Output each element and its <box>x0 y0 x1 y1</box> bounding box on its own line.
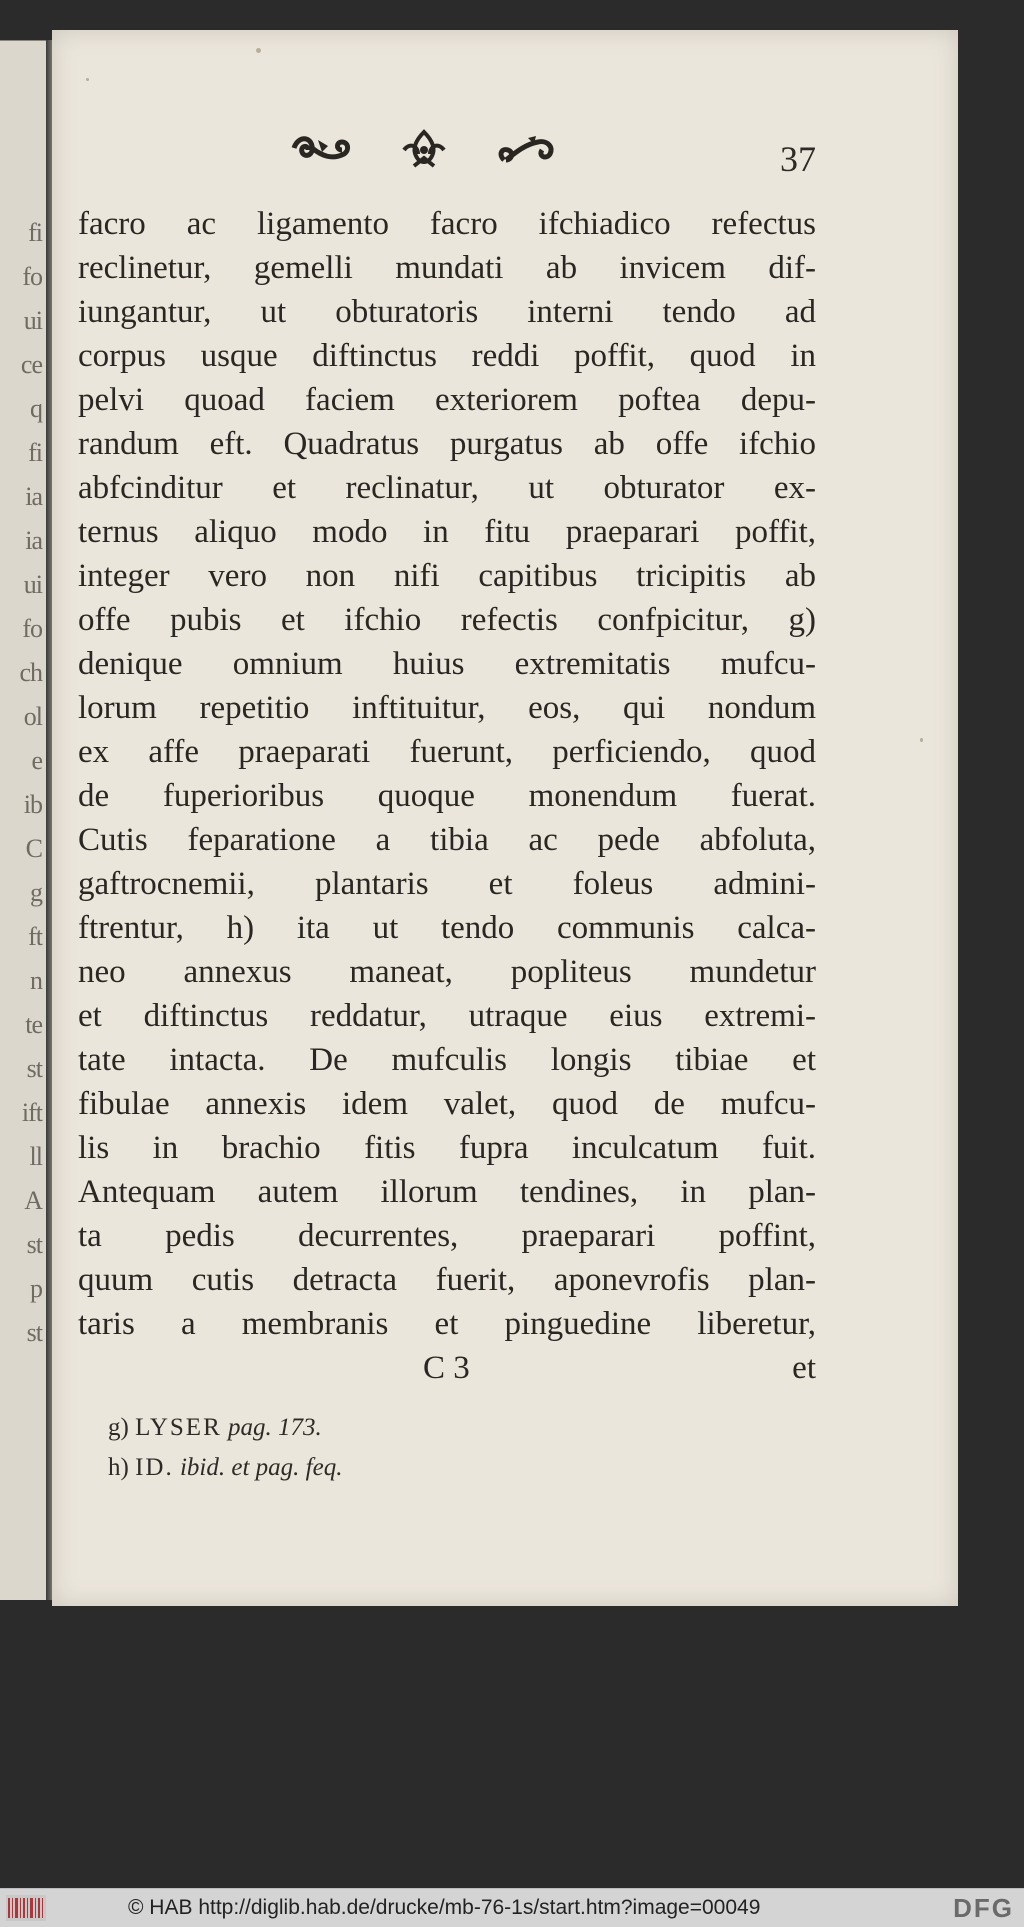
footnote-author: ID. <box>135 1454 174 1481</box>
text-line: randum eft. Quadratus purgatus ab offe ifchio <box>78 426 816 462</box>
signature-mark: C 3 <box>423 1350 470 1386</box>
text-line: gaftrocnemii, plantaris et foleus admini- <box>78 866 816 902</box>
prev-page-fragment: fi <box>28 438 42 467</box>
paper-speck <box>920 738 923 742</box>
prev-page-fragment: ib <box>23 790 42 819</box>
prev-page-fragment: st <box>26 1230 42 1259</box>
prev-page-fragment: ol <box>23 702 42 731</box>
scroll-left-icon <box>288 126 354 176</box>
text-line: corpus usque diftinctus reddi poffit, quod in <box>78 338 816 374</box>
text-line: iungantur, ut obturatoris interni tendo ad <box>78 294 816 330</box>
prev-page-fragment: e <box>31 746 42 775</box>
text-line: neo annexus maneat, popliteus mundetur <box>78 954 816 990</box>
dfg-logo: DFG <box>953 1893 1014 1923</box>
text-line: facro ac ligamento facro ifchiadico refectus <box>78 206 816 242</box>
catchword: et <box>792 1350 816 1386</box>
prev-page-fragment: q <box>30 394 42 423</box>
prev-page-fragment: te <box>25 1010 42 1039</box>
prev-page-fragment: C <box>25 834 42 863</box>
text-line: ftrentur, h) ita ut tendo communis calca- <box>78 910 816 946</box>
footnote-reference: pag. 173. <box>228 1414 322 1441</box>
prev-page-fragment: fo <box>22 262 42 291</box>
floral-center-icon <box>396 126 452 176</box>
text-line: ternus aliquo modo in fitu praeparari poffit, <box>78 514 816 550</box>
scroll-right-icon <box>494 126 560 176</box>
prev-page-fragment: ia <box>25 526 42 555</box>
text-line: abfcinditur et reclinatur, ut obturator ex- <box>78 470 816 506</box>
text-line: tate intacta. De mufculis longis tibiae et <box>78 1042 816 1078</box>
barcode-icon <box>6 1895 46 1921</box>
footnote <box>108 1408 708 1448</box>
page-edge-line <box>0 40 46 41</box>
text-line: Cutis feparatione a tibia ac pede abfoluta, <box>78 822 816 858</box>
prev-page-fragment: n <box>30 966 42 995</box>
text-line: lis in brachio fitis fupra inculcatum fuit. <box>78 1130 816 1166</box>
copyright-link[interactable]: © HAB http://diglib.hab.de/drucke/mb-76-1s/start.htm?image=00049 <box>128 1896 761 1919</box>
page-header <box>52 126 958 196</box>
prev-page-fragment: st <box>26 1054 42 1083</box>
text-line: ta pedis decurrentes, praeparari poffint, <box>78 1218 816 1254</box>
text-line: pelvi quoad faciem exteriorem poftea depu- <box>78 382 816 418</box>
footnote-mark: g) <box>108 1414 129 1441</box>
prev-page-fragment: ia <box>25 482 42 511</box>
prev-page-fragment: g <box>30 878 42 907</box>
text-line: lorum repetitio inftituitur, eos, qui nondum <box>78 690 816 726</box>
text-line: ex affe praeparati fuerunt, perficiendo, quod <box>78 734 816 770</box>
footnote-author: LYSER <box>135 1414 222 1441</box>
paper-speck <box>256 48 261 53</box>
text-line: de fuperioribus quoque monendum fuerat. <box>78 778 816 814</box>
text-line: Antequam autem illorum tendines, in plan- <box>78 1174 816 1210</box>
text-line: taris a membranis et pinguedine liberetur, <box>78 1306 816 1342</box>
text-line: quum cutis detracta fuerit, aponevrofis plan- <box>78 1262 816 1298</box>
prev-page-fragment: ll <box>29 1142 42 1171</box>
body-text <box>78 202 816 1346</box>
prev-page-fragment: ft <box>28 922 42 951</box>
text-line: et diftinctus reddatur, utraque eius extremi- <box>78 998 816 1034</box>
prev-page-fragment: ift <box>21 1098 42 1127</box>
page-number: 37 <box>780 139 816 179</box>
viewer-footer-bar <box>0 1888 1024 1927</box>
footnotes <box>108 1408 708 1488</box>
prev-page-fragment: ch <box>19 658 42 687</box>
text-line: denique omnium huius extremitatis mufcu- <box>78 646 816 682</box>
footnote-mark: h) <box>108 1454 129 1481</box>
prev-page-fragment: p <box>30 1274 42 1303</box>
footnote <box>108 1448 708 1488</box>
text-line: offe pubis et ifchio refectis confpicitur, g) <box>78 602 816 638</box>
prev-page-fragment: A <box>24 1186 42 1215</box>
catchline <box>78 1350 816 1400</box>
text-line: fibulae annexis idem valet, quod de mufcu- <box>78 1086 816 1122</box>
paper-speck <box>86 78 89 81</box>
text-line: reclinetur, gemelli mundati ab invicem dif- <box>78 250 816 286</box>
previous-page-edge <box>0 40 48 1600</box>
prev-page-fragment: ui <box>23 570 42 599</box>
prev-page-fragment: st <box>26 1318 42 1347</box>
footnote-reference: ibid. et pag. feq. <box>179 1454 343 1481</box>
prev-page-fragment: fo <box>22 614 42 643</box>
book-page <box>52 30 958 1606</box>
text-line: integer vero non nifi capitibus tricipitis ab <box>78 558 816 594</box>
prev-page-fragment: ui <box>23 306 42 335</box>
prev-page-fragment: fi <box>28 218 42 247</box>
prev-page-fragment: ce <box>20 350 42 379</box>
